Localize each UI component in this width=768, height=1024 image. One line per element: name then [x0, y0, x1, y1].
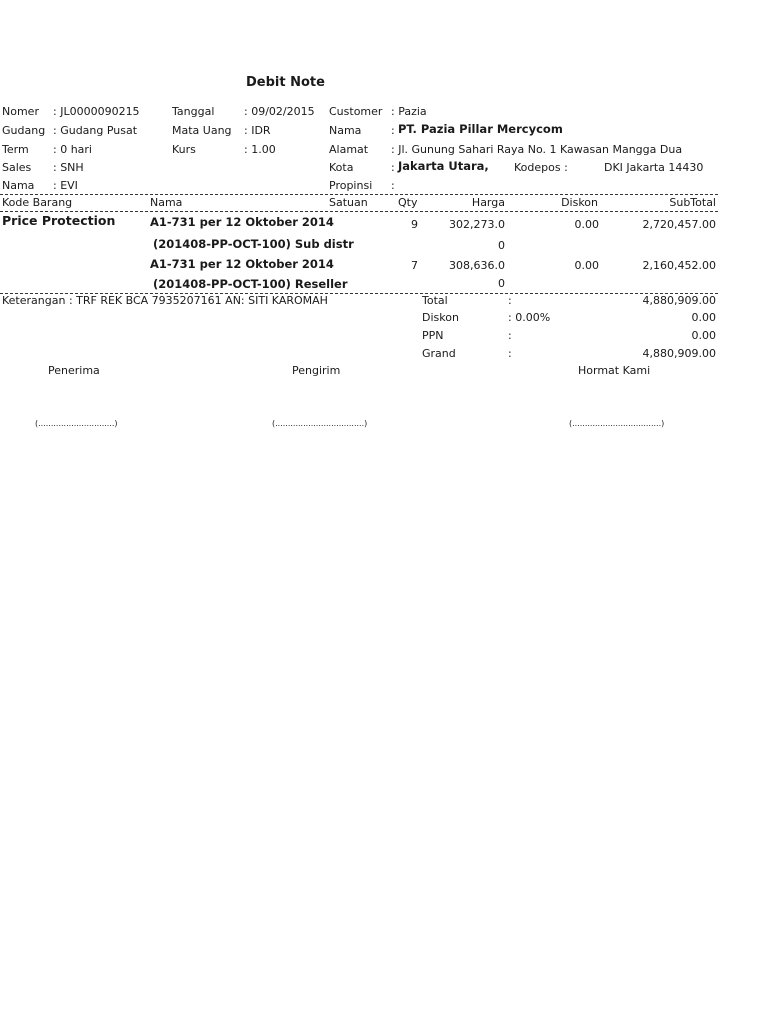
row-qty: 9 [411, 218, 418, 231]
customer-value: : Pazia [391, 105, 427, 118]
row-nama-line1: A1-731 per 12 Oktober 2014 [150, 257, 334, 271]
sales-label: Sales [2, 161, 32, 174]
term-value: : 0 hari [53, 143, 92, 156]
gudang-label: Gudang [2, 124, 46, 137]
diskon-value: 0.00 [691, 311, 716, 324]
customer-nama-value: PT. Pazia Pillar Mercycom [398, 122, 563, 136]
grand-label: Grand [422, 347, 456, 360]
row-subtotal: 2,720,457.00 [642, 218, 716, 231]
divider-header [0, 211, 718, 212]
col-harga: Harga [471, 196, 505, 209]
diskon-label: Diskon [422, 311, 459, 324]
nama-value: : EVI [53, 179, 78, 192]
tanggal-label: Tanggal [172, 105, 215, 118]
penerima-label: Penerima [48, 364, 100, 377]
divider-top [0, 194, 718, 195]
hormat-kami-label: Hormat Kami [578, 364, 651, 377]
mata-uang-value: : IDR [244, 124, 271, 137]
row-harga: 308,636.0 [449, 259, 505, 272]
total-label: Total [422, 294, 448, 307]
pengirim-signature-line: (...................................) [272, 419, 368, 428]
col-kode-barang: Kode Barang [2, 196, 73, 209]
alamat-value: : Jl. Gunung Sahari Raya No. 1 Kawasan Mangga Dua [391, 143, 683, 156]
keterangan: Keterangan : TRF REK BCA 7935207161 AN: SITI KAROMAH [2, 294, 328, 307]
alamat-label: Alamat [329, 143, 369, 156]
pengirim-label: Pengirim [292, 364, 341, 377]
kota-label: Kota [329, 161, 354, 174]
term-label: Term [2, 143, 29, 156]
kurs-label: Kurs [172, 143, 196, 156]
propinsi-label: Propinsi [329, 179, 373, 192]
row-harga-cont: 0 [498, 239, 505, 252]
document-title: Debit Note [246, 75, 325, 90]
col-subtotal: SubTotal [669, 196, 716, 209]
ppn-value: 0.00 [691, 329, 716, 342]
mata-uang-label: Mata Uang [172, 124, 232, 137]
row-subtotal: 2,160,452.00 [642, 259, 716, 272]
grand-colon: : [508, 347, 512, 360]
total-value: 4,880,909.00 [642, 294, 716, 307]
total-colon: : [508, 294, 512, 307]
hormat-kami-signature-line: (...................................) [569, 419, 665, 428]
ppn-label: PPN [422, 329, 444, 342]
sales-value: : SNH [53, 161, 84, 174]
nomor-label: Nomer [2, 105, 39, 118]
customer-label: Customer [329, 105, 383, 118]
nomor-value: : JL0000090215 [53, 105, 140, 118]
diskon-percent: : 0.00% [508, 311, 551, 324]
ppn-colon: : [508, 329, 512, 342]
kodepos-label: Kodepos : [514, 161, 568, 174]
propinsi-value: : [391, 179, 395, 192]
row-diskon: 0.00 [574, 218, 599, 231]
kota-colon: : [391, 161, 395, 174]
col-nama: Nama [150, 196, 183, 209]
row-diskon: 0.00 [574, 259, 599, 272]
col-diskon: Diskon [561, 196, 598, 209]
gudang-value: : Gudang Pusat [53, 124, 138, 137]
row-harga: 302,273.0 [449, 218, 505, 231]
row-nama-line2: (201408-PP-OCT-100) Reseller [153, 277, 348, 291]
penerima-signature-line: (..............................) [35, 419, 118, 428]
customer-nama-colon: : [391, 124, 395, 137]
row-qty: 7 [411, 259, 418, 272]
kurs-value: : 1.00 [244, 143, 276, 156]
customer-nama-label: Nama [329, 124, 362, 137]
nama-label: Nama [2, 179, 35, 192]
kode-barang-value: Price Protection [2, 213, 116, 228]
kodepos-value: DKI Jakarta 14430 [604, 161, 704, 174]
col-qty: Qty [398, 196, 418, 209]
row-nama-line2: (201408-PP-OCT-100) Sub distr [153, 237, 354, 251]
row-nama-line1: A1-731 per 12 Oktober 2014 [150, 215, 334, 229]
col-satuan: Satuan [329, 196, 368, 209]
row-harga-cont: 0 [498, 277, 505, 290]
kota-value: Jakarta Utara, [398, 159, 489, 173]
grand-value: 4,880,909.00 [642, 347, 716, 360]
tanggal-value: : 09/02/2015 [244, 105, 315, 118]
